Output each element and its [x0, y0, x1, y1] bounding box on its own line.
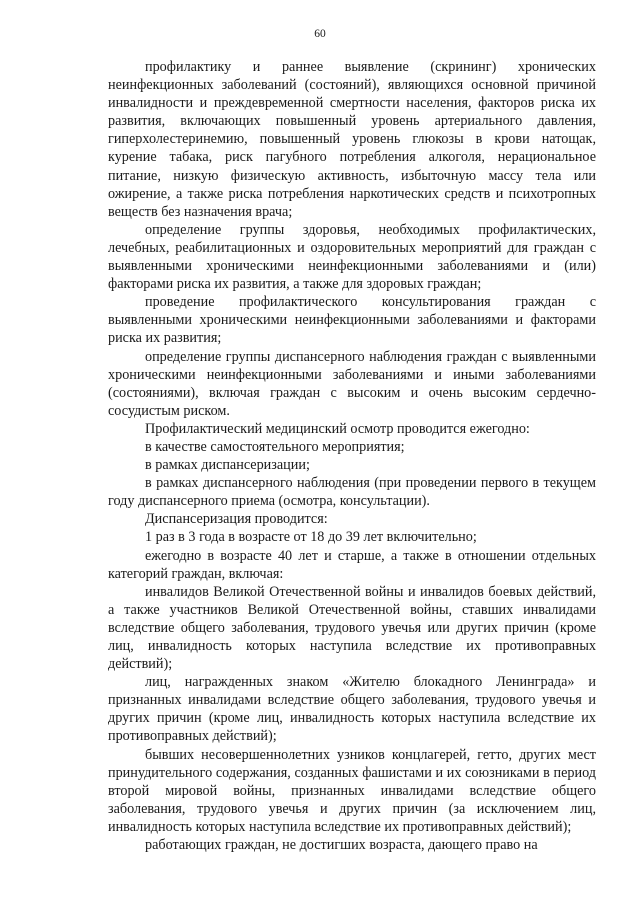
page-number: 60	[314, 28, 326, 40]
paragraph: 1 раз в 3 года в возрасте от 18 до 39 лет включительно;	[145, 529, 477, 546]
paragraph: Профилактический медицинский осмотр проводится ежегодно:	[145, 420, 530, 437]
paragraph: ежегодно в возрасте 40 лет и старше, а также в отношении отдельных категорий граждан, включая:	[108, 547, 596, 582]
paragraph: проведение профилактического консультирования граждан с выявленными хроническими неинфекционными заболеваниями и факторами риска их развития;	[108, 294, 596, 347]
paragraph: определение группы диспансерного наблюдения граждан с выявленными хроническими неинфекционными заболеваниями и иными заболеваниями (состояниями), включая граждан с высоким и очень высоким сердечно-сосудистым риском.	[108, 348, 596, 419]
paragraph: определение группы здоровья, необходимых профилактических, лечебных, реабилитационных и оздоровительных мероприятий для граждан с выявленными хроническими неинфекционными заболеваниями и (или) факторами риска их развития, а также для здоровых граждан;	[108, 221, 596, 293]
paragraph: в рамках диспансеризации;	[145, 457, 310, 474]
paragraph: инвалидов Великой Отечественной войны и инвалидов боевых действий, а также участников Великой Отечественной войны, ставших инвалидами вследствие общего заболевания, трудового увечья или других причин (кроме лиц, инвалидность которых наступила вследствие их противоправных действий);	[108, 583, 596, 673]
paragraph: лиц, награжденных знаком «Жителю блокадного Ленинграда» и признанных инвалидами вследствие общего заболевания, трудового увечья и других причин (кроме лиц, инвалидность которых наступила вследствие их противоправных действий);	[108, 674, 596, 745]
paragraph: работающих граждан, не достигших возраста, дающего право на	[145, 837, 538, 854]
paragraph: в качестве самостоятельного мероприятия;	[145, 438, 405, 455]
paragraph: в рамках диспансерного наблюдения (при проведении первого в текущем году диспансерного приема (осмотра, консультации).	[108, 475, 596, 510]
document-body	[108, 58, 596, 854]
paragraph: профилактику и раннее выявление (скрининг) хронических неинфекционных заболеваний (состояний), являющихся основной причиной инвалидности и преждевременной смертности населения, факторов риска их развития, включающих повышенный уровень артериального давления, гиперхолестеринемию, повышенный уровень глюкозы в крови натощак, курение табака, риск пагубного потребления алкоголя, нерациональное питание, низкую физическую активность, избыточную массу тела или ожирение, а также риска потребления наркотических средств и психотропных веществ без назначения врача;	[108, 59, 596, 220]
paragraph: бывших несовершеннолетних узников концлагерей, гетто, других мест принудительного содержания, созданных фашистами и их союзниками в период второй мировой войны, признанных инвалидами вследствие общего заболевания, трудового увечья и других причин (за исключением лиц, инвалидность которых наступила вследствие их противоправных действий);	[108, 746, 596, 835]
paragraph: Диспансеризация проводится:	[145, 511, 328, 528]
